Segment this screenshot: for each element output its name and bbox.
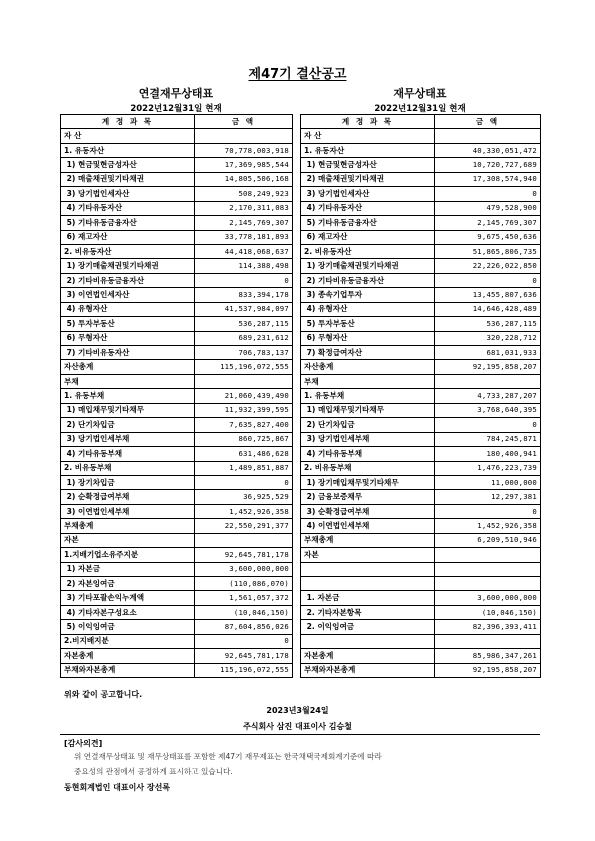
account-cell: 3) 기타포괄손익누계액 — [61, 591, 195, 605]
table-row — [301, 461, 541, 475]
separate-balance-sheet-table — [300, 114, 541, 678]
table-row — [301, 490, 541, 504]
divider-top — [60, 734, 540, 735]
table-row — [301, 504, 541, 518]
table-row — [61, 273, 293, 287]
amount-cell: 11,000,000 — [435, 475, 541, 489]
table-row — [301, 620, 541, 634]
table-row — [61, 490, 293, 504]
account-cell: 2. 비유동부채 — [61, 461, 195, 475]
amount-cell: 21,060,439,490 — [195, 389, 293, 403]
table-row — [301, 591, 541, 605]
table-row — [301, 187, 541, 201]
account-cell: 2) 기타비유동금융자산 — [61, 273, 195, 287]
amount-cell: 1,561,057,372 — [195, 591, 293, 605]
table-row — [301, 201, 541, 215]
amount-cell — [195, 533, 293, 547]
table-row — [301, 346, 541, 360]
account-cell: 2) 매출채권및기타채권 — [61, 172, 195, 186]
amount-cell: 10,720,727,689 — [435, 158, 541, 172]
amount-cell — [435, 374, 541, 388]
amount-column-header: 금 액 — [195, 115, 293, 129]
account-cell: 1. 유동자산 — [61, 143, 195, 157]
table-row — [61, 331, 293, 345]
page-title: 제47기 결산공고 — [248, 67, 347, 82]
account-cell: 3) 순확정급여부채 — [301, 504, 435, 518]
consolidated-balance-sheet-table — [60, 114, 293, 678]
amount-cell: 0 — [435, 418, 541, 432]
amount-cell: 0 — [195, 475, 293, 489]
amount-cell: 115,196,072,555 — [195, 360, 293, 374]
account-cell: 5) 투자부동산 — [301, 317, 435, 331]
table-row — [301, 418, 541, 432]
table-row — [61, 504, 293, 518]
amount-cell: 33,778,181,893 — [195, 230, 293, 244]
account-cell: 5) 이익잉여금 — [61, 620, 195, 634]
amount-cell: 17,369,985,544 — [195, 158, 293, 172]
amount-cell — [435, 562, 541, 576]
table-row — [301, 403, 541, 417]
account-cell: 2. 기타자본항목 — [301, 605, 435, 619]
account-cell: 2. 비유동자산 — [301, 244, 435, 258]
amount-column-header: 금 액 — [435, 115, 541, 129]
auditor-name: 동현회계법인 대표이사 장선록 — [64, 783, 171, 792]
account-cell: 자본 — [61, 533, 195, 547]
table-row — [301, 649, 541, 663]
table-row — [61, 548, 293, 562]
account-cell: 4) 이연법인세부채 — [301, 519, 435, 533]
table-row — [61, 432, 293, 446]
table-header-row — [61, 115, 293, 129]
amount-cell: 6,209,510,946 — [435, 533, 541, 547]
account-cell: 1. 유동부채 — [61, 389, 195, 403]
amount-cell: 115,196,072,555 — [195, 663, 293, 677]
amount-cell — [435, 577, 541, 591]
amount-cell: (10,046,150) — [195, 605, 293, 619]
account-cell: 1.지배기업소유주지분 — [61, 548, 195, 562]
amount-cell: 92,195,858,207 — [435, 663, 541, 677]
amount-cell: 2,145,769,307 — [195, 216, 293, 230]
amount-cell: 22,550,291,377 — [195, 519, 293, 533]
audit-opinion-line-1: 위 연결재무상태표 및 재무상태표를 포함한 제47기 재무제표는 한국채택국제회계기준에 따라 — [74, 752, 382, 761]
account-cell: 부채총계 — [61, 519, 195, 533]
account-cell: 7) 확정급여자산 — [301, 346, 435, 360]
table-row — [61, 143, 293, 157]
account-cell: 4) 기타자본구성요소 — [61, 605, 195, 619]
amount-cell: 1,452,926,358 — [435, 519, 541, 533]
account-cell: 4) 유형자산 — [301, 302, 435, 316]
table-row — [61, 634, 293, 648]
amount-cell: 44,418,068,637 — [195, 244, 293, 258]
table-row — [61, 259, 293, 273]
account-cell: 5) 기타유동금융자산 — [61, 216, 195, 230]
audit-opinion-line-2: 중요성의 관점에서 공정하게 표시하고 있습니다. — [74, 767, 233, 776]
table-row — [301, 172, 541, 186]
amount-cell: 92,645,781,178 — [195, 649, 293, 663]
account-column-header: 계 정 과 목 — [301, 115, 435, 129]
amount-cell: 4,733,287,207 — [435, 389, 541, 403]
table-row — [301, 143, 541, 157]
account-cell: 4) 기타유동부채 — [301, 447, 435, 461]
table-row — [61, 663, 293, 677]
table-row — [301, 447, 541, 461]
table-row — [61, 288, 293, 302]
account-cell: 2.비지배지분 — [61, 634, 195, 648]
announcement-text: 위와 같이 공고합니다. — [64, 690, 143, 699]
table-row — [301, 533, 541, 547]
amount-cell: 3,768,640,395 — [435, 403, 541, 417]
amount-cell: 12,297,381 — [435, 490, 541, 504]
account-cell: 자산총계 — [301, 360, 435, 374]
amount-cell: 320,228,712 — [435, 331, 541, 345]
account-cell: 3) 당기법인세부채 — [301, 432, 435, 446]
account-cell: 4) 기타유동부채 — [61, 447, 195, 461]
amount-cell: 13,455,807,636 — [435, 288, 541, 302]
table-row — [61, 620, 293, 634]
account-cell: 1) 장기차입금 — [61, 475, 195, 489]
account-cell: 1) 매입채무및기타채무 — [301, 403, 435, 417]
table-row — [301, 577, 541, 591]
table-row — [301, 230, 541, 244]
account-cell: 자본총계 — [301, 649, 435, 663]
amount-cell: 87,604,856,026 — [195, 620, 293, 634]
account-cell: 2. 이익잉여금 — [301, 620, 435, 634]
amount-cell: 2,170,311,083 — [195, 201, 293, 215]
table-row — [61, 461, 293, 475]
account-cell: 2. 비유동자산 — [61, 244, 195, 258]
table-row — [61, 317, 293, 331]
amount-cell: 92,645,781,178 — [195, 548, 293, 562]
table-row — [301, 244, 541, 258]
amount-cell — [435, 634, 541, 648]
account-cell: 1. 유동자산 — [301, 143, 435, 157]
amount-cell: 114,388,498 — [195, 259, 293, 273]
account-cell: 2. 비유동부채 — [301, 461, 435, 475]
amount-cell: 0 — [435, 273, 541, 287]
account-cell: 5) 투자부동산 — [61, 317, 195, 331]
amount-cell: 2,145,769,307 — [435, 216, 541, 230]
table-row — [301, 663, 541, 677]
account-cell: 자 산 — [301, 129, 435, 143]
table-row — [301, 389, 541, 403]
amount-cell: 536,287,115 — [435, 317, 541, 331]
table-row — [301, 634, 541, 648]
table-row — [301, 288, 541, 302]
announcement-date: 2023년3월24일 — [266, 706, 329, 715]
company-representative: 주식회사 삼진 대표이사 김승철 — [243, 722, 352, 731]
account-cell: 4) 기타유동자산 — [61, 201, 195, 215]
audit-opinion-heading: [감사의견] — [64, 739, 103, 748]
account-cell: 2) 단기차입금 — [61, 418, 195, 432]
table-row — [301, 317, 541, 331]
account-cell: 자본 — [301, 548, 435, 562]
table-row — [61, 302, 293, 316]
amount-cell: 14,646,428,489 — [435, 302, 541, 316]
account-cell: 1) 현금및현금성자산 — [301, 158, 435, 172]
account-cell: 2) 기타비유동금융자산 — [301, 273, 435, 287]
table-row — [61, 605, 293, 619]
amount-cell: 706,783,137 — [195, 346, 293, 360]
amount-cell: (110,086,070) — [195, 577, 293, 591]
amount-cell: 0 — [195, 273, 293, 287]
account-cell: 4) 기타유동자산 — [301, 201, 435, 215]
account-cell: 부채 — [301, 374, 435, 388]
table-row — [61, 562, 293, 576]
amount-cell: 40,330,051,472 — [435, 143, 541, 157]
table-row — [61, 591, 293, 605]
amount-cell: 1,476,223,739 — [435, 461, 541, 475]
account-cell: 7) 기타비유동자산 — [61, 346, 195, 360]
account-column-header: 계 정 과 목 — [61, 115, 195, 129]
amount-cell — [195, 129, 293, 143]
consolidated-statement-date: 2022년12월31일 현재 — [130, 104, 222, 114]
table-row — [61, 172, 293, 186]
account-cell: 6) 재고자산 — [61, 230, 195, 244]
amount-cell: 17,308,574,940 — [435, 172, 541, 186]
account-cell — [301, 577, 435, 591]
table-row — [61, 201, 293, 215]
amount-cell: 11,932,399,595 — [195, 403, 293, 417]
amount-cell: 479,528,900 — [435, 201, 541, 215]
amount-cell: 631,486,628 — [195, 447, 293, 461]
account-cell: 3) 당기법인세자산 — [61, 187, 195, 201]
table-row — [61, 475, 293, 489]
account-cell: 1) 장기매출채권및기타채권 — [301, 259, 435, 273]
amount-cell: 14,805,506,168 — [195, 172, 293, 186]
amount-cell: 536,287,115 — [195, 317, 293, 331]
separate-statement-title: 재무상태표 — [393, 87, 447, 100]
account-cell: 1) 자본금 — [61, 562, 195, 576]
table-row — [301, 273, 541, 287]
table-row — [61, 244, 293, 258]
amount-cell: 51,865,806,735 — [435, 244, 541, 258]
amount-cell: 85,986,347,261 — [435, 649, 541, 663]
table-row — [301, 302, 541, 316]
amount-cell: 0 — [435, 504, 541, 518]
table-row — [61, 230, 293, 244]
account-cell: 부채총계 — [301, 533, 435, 547]
table-row — [301, 548, 541, 562]
table-row — [301, 158, 541, 172]
account-cell: 2) 자본잉여금 — [61, 577, 195, 591]
table-row — [61, 519, 293, 533]
account-cell: 1) 매입채무및기타채무 — [61, 403, 195, 417]
consolidated-statement-title: 연결재무상태표 — [138, 87, 214, 100]
table-row — [61, 389, 293, 403]
account-cell: 자 산 — [61, 129, 195, 143]
amount-cell: 92,195,858,207 — [435, 360, 541, 374]
table-row — [61, 403, 293, 417]
account-cell: 부채와자본총계 — [61, 663, 195, 677]
amount-cell: 70,778,003,918 — [195, 143, 293, 157]
amount-cell: 681,031,933 — [435, 346, 541, 360]
table-row — [301, 475, 541, 489]
amount-cell: 0 — [435, 187, 541, 201]
amount-cell: 689,231,612 — [195, 331, 293, 345]
account-cell: 자본총계 — [61, 649, 195, 663]
amount-cell: 7,635,827,400 — [195, 418, 293, 432]
table-row — [301, 129, 541, 143]
amount-cell: 860,725,867 — [195, 432, 293, 446]
account-cell: 1) 장기매입채무및기타채무 — [301, 475, 435, 489]
account-cell: 6) 무형자산 — [61, 331, 195, 345]
table-row — [61, 649, 293, 663]
table-header-row — [301, 115, 541, 129]
account-cell: 1) 현금및현금성자산 — [61, 158, 195, 172]
account-cell: 6) 무형자산 — [301, 331, 435, 345]
account-cell: 3) 당기법인세자산 — [301, 187, 435, 201]
table-row — [301, 562, 541, 576]
table-row — [61, 129, 293, 143]
amount-cell: 833,394,178 — [195, 288, 293, 302]
account-cell: 3) 이연법인세자산 — [61, 288, 195, 302]
account-cell: 1. 자본금 — [301, 591, 435, 605]
account-cell: 2) 금융보증채무 — [301, 490, 435, 504]
account-cell: 2) 단기차입금 — [301, 418, 435, 432]
table-row — [301, 259, 541, 273]
account-cell: 3) 이연법인세부채 — [61, 504, 195, 518]
account-cell: 3) 종속기업투자 — [301, 288, 435, 302]
amount-cell: 0 — [195, 634, 293, 648]
table-row — [301, 374, 541, 388]
table-row — [61, 447, 293, 461]
table-row — [61, 360, 293, 374]
amount-cell: 41,537,984,097 — [195, 302, 293, 316]
table-row — [301, 519, 541, 533]
table-row — [61, 533, 293, 547]
amount-cell — [435, 548, 541, 562]
account-cell: 2) 매출채권및기타채권 — [301, 172, 435, 186]
amount-cell: 784,245,871 — [435, 432, 541, 446]
amount-cell: (10,046,150) — [435, 605, 541, 619]
table-row — [61, 346, 293, 360]
account-cell: 자산총계 — [61, 360, 195, 374]
account-cell: 3) 당기법인세부채 — [61, 432, 195, 446]
table-row — [301, 216, 541, 230]
amount-cell: 36,925,529 — [195, 490, 293, 504]
account-cell: 부채 — [61, 374, 195, 388]
amount-cell: 180,400,941 — [435, 447, 541, 461]
table-row — [61, 216, 293, 230]
account-cell: 1) 장기매출채권및기타채권 — [61, 259, 195, 273]
table-row — [301, 432, 541, 446]
amount-cell — [435, 129, 541, 143]
table-row — [301, 605, 541, 619]
amount-cell: 1,489,851,887 — [195, 461, 293, 475]
separate-statement-date: 2022년12월31일 현재 — [374, 104, 466, 114]
amount-cell: 82,396,393,411 — [435, 620, 541, 634]
table-row — [61, 374, 293, 388]
amount-cell: 22,226,022,850 — [435, 259, 541, 273]
account-cell: 4) 유형자산 — [61, 302, 195, 316]
amount-cell: 1,452,926,358 — [195, 504, 293, 518]
amount-cell: 3,600,000,000 — [195, 562, 293, 576]
table-row — [301, 360, 541, 374]
amount-cell: 3,600,000,000 — [435, 591, 541, 605]
table-row — [301, 331, 541, 345]
table-row — [61, 418, 293, 432]
account-cell — [301, 562, 435, 576]
account-cell — [301, 634, 435, 648]
amount-cell: 508,249,923 — [195, 187, 293, 201]
account-cell: 부채와자본총계 — [301, 663, 435, 677]
amount-cell: 9,675,450,636 — [435, 230, 541, 244]
table-row — [61, 158, 293, 172]
account-cell: 2) 순확정급여부채 — [61, 490, 195, 504]
table-row — [61, 187, 293, 201]
amount-cell — [195, 374, 293, 388]
account-cell: 6) 재고자산 — [301, 230, 435, 244]
account-cell: 1. 유동부채 — [301, 389, 435, 403]
table-row — [61, 577, 293, 591]
account-cell: 5) 기타유동금융자산 — [301, 216, 435, 230]
